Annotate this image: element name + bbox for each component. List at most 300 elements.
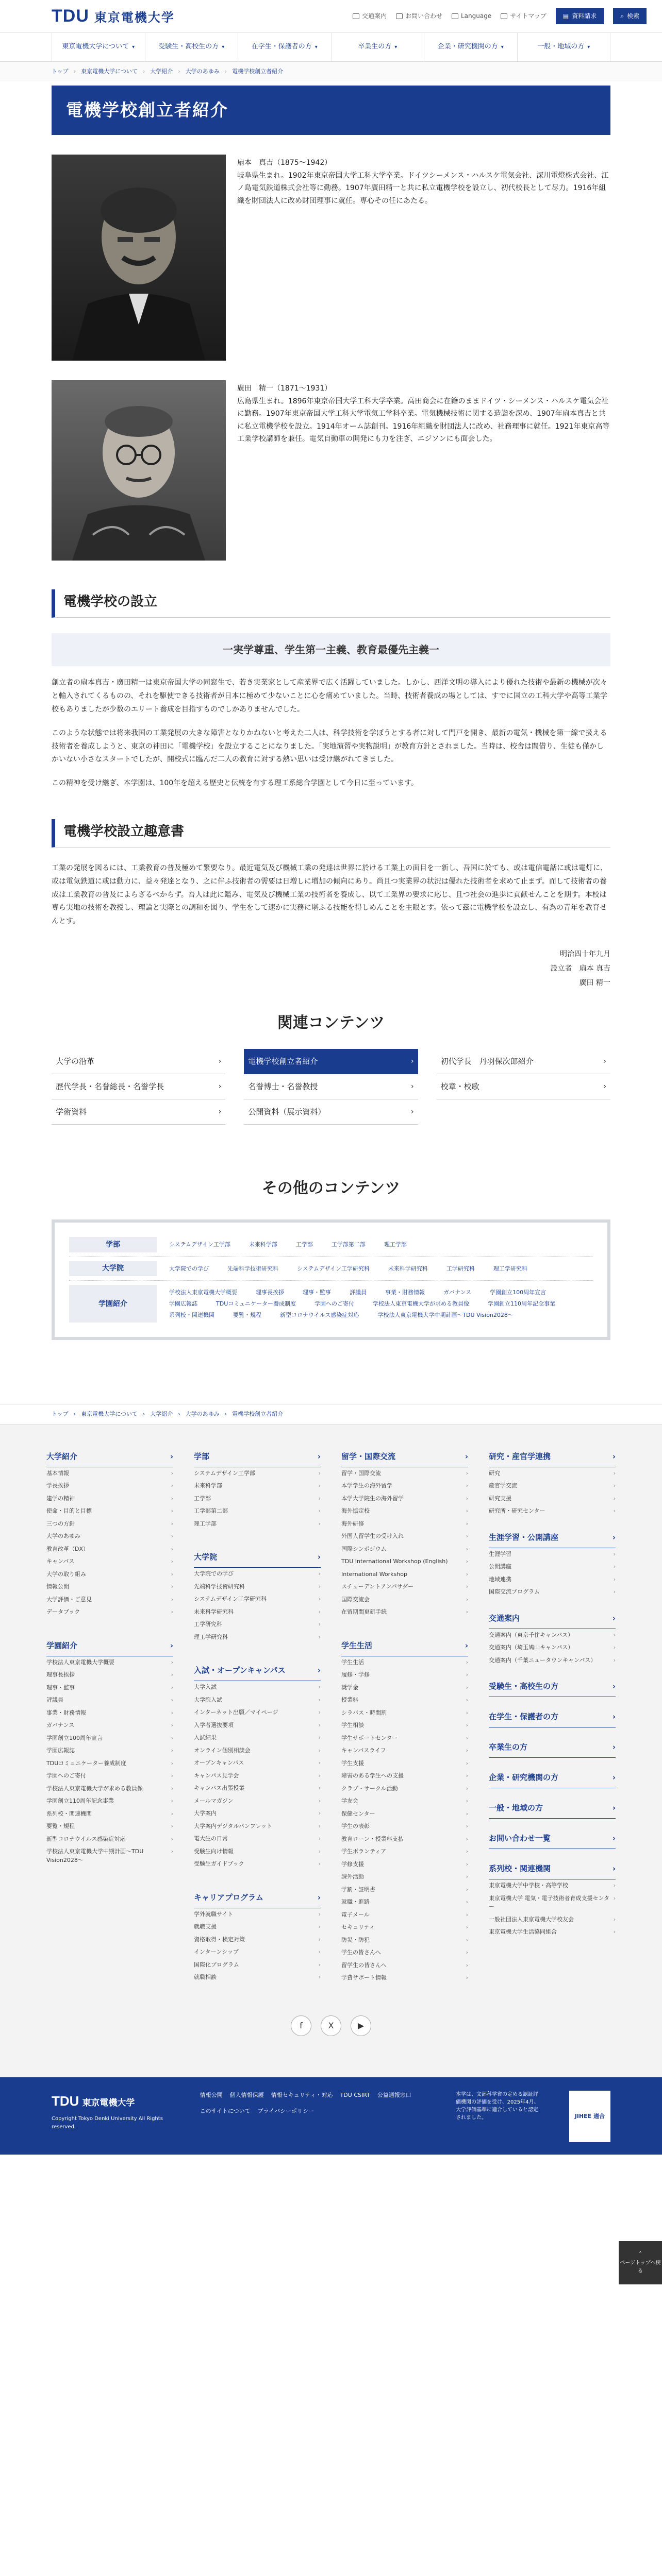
footer-link[interactable]: 入学者選抜要項 › (194, 1719, 321, 1732)
chevron-right-icon: › (466, 1596, 468, 1603)
breadcrumb-link[interactable]: 東京電機大学について (81, 68, 138, 75)
other-link[interactable]: システムデザイン工学研究科 (297, 1265, 370, 1272)
footer-link[interactable]: 学長挨拶 › (46, 1480, 173, 1493)
footer-link[interactable]: 事業・財務情報 › (46, 1707, 173, 1720)
chevron-right-icon: › (613, 1469, 616, 1477)
breadcrumb-current: 電機学校創立者紹介 (232, 68, 284, 75)
footer-section-heading[interactable]: 学生生活 › (341, 1639, 468, 1656)
footer-section-heading[interactable]: 受験生・高校生の方 › (489, 1680, 616, 1697)
footer-link[interactable]: 使命・目的と目標 › (46, 1505, 173, 1518)
nav-public[interactable]: 一般・地域の方 ▾ (517, 33, 611, 61)
other-link[interactable]: 工学部第二部 (331, 1241, 366, 1248)
footer-link[interactable]: 新型コロナウイルス感染症対応 › (46, 1833, 173, 1846)
other-link[interactable]: 学校法人東京電機大学概要 (169, 1289, 237, 1296)
chevron-right-icon: › (171, 1747, 173, 1754)
chevron-right-icon: › (466, 1570, 468, 1578)
other-link[interactable]: 事業・財務情報 (385, 1289, 425, 1296)
chevron-right-icon: › (318, 1495, 321, 1502)
footer-link[interactable]: 在留期間更新手続 › (341, 1606, 468, 1619)
footer-link[interactable]: 一般社団法人東京電機大学校友会 › (489, 1913, 616, 1926)
footer-section-heading[interactable]: 企業・研究機関の方 › (489, 1771, 616, 1788)
footer-link[interactable]: 工学部第二部 › (194, 1505, 321, 1518)
chevron-right-icon: › (613, 1928, 616, 1936)
bottom-link[interactable]: 情報セキュリティ・対応 (271, 2091, 333, 2098)
other-link[interactable]: 工学研究科 (446, 1265, 475, 1272)
footer-section-heading[interactable]: 学園紹介 › (46, 1639, 173, 1656)
other-link[interactable]: 要覧・規程 (233, 1311, 261, 1318)
chevron-right-icon: › (171, 1558, 173, 1565)
footer-link[interactable]: オンライン個別相談会 › (194, 1744, 321, 1757)
footer-link[interactable]: キャンパス出張授業 › (194, 1782, 321, 1795)
footer-link[interactable]: 学校法人東京電機大学概要 › (46, 1656, 173, 1669)
related-link[interactable]: 初代学長 丹羽保次郎紹介 › (437, 1049, 610, 1074)
footer-link[interactable]: システムデザイン工学研究科 › (194, 1593, 321, 1606)
chevron-right-icon: › (218, 1057, 222, 1066)
footer-link[interactable]: 教育改革（DX） › (46, 1543, 173, 1556)
paragraph: このような状態では将来我国の工業発展の大きな障害となりかねないと考えた二人は、科学技術を学ぼうとする者に対して門戸を開き、最新の電気・機械を第一線で扱える技術者を養成しようと、東京の神田に「電機学校」を設立することになりました。「実地演習や実物説明」が教育方針とされました。当時は、校舎は間借り、生徒も僅かしかいない小さなスタートでしたが、開校式に臨んだ二人の教育に対する熱い思いは受け継がれてきました。 (52, 728, 607, 764)
footer-link[interactable]: 学生の皆さんへ › (341, 1946, 468, 1959)
footer-link[interactable]: International Workshop › (341, 1568, 468, 1581)
footer-link[interactable]: 資格取得・検定対策 › (194, 1934, 321, 1946)
nav-students[interactable]: 在学生・保護者の方 ▾ (238, 33, 331, 61)
footer-link[interactable]: 三つの方針 › (46, 1518, 173, 1531)
other-row-links (157, 1285, 593, 1323)
footer-section-heading[interactable]: 研究・産官学連携 › (489, 1450, 616, 1467)
footer-link[interactable]: 理事長挨拶 › (46, 1669, 173, 1682)
footer-link[interactable]: 生涯学習 › (489, 1548, 616, 1561)
footer-link[interactable]: 本学大学院生の海外留学 › (341, 1493, 468, 1505)
chevron-right-icon: › (612, 1451, 616, 1461)
chevron-right-icon: › (466, 1911, 468, 1918)
chevron-right-icon: › (218, 1108, 222, 1116)
footer-link[interactable]: 保健センター › (341, 1808, 468, 1821)
footer-link[interactable]: 学園へのご寄付 › (46, 1770, 173, 1783)
breadcrumb-link[interactable]: トップ (52, 68, 69, 75)
footer-link[interactable]: 大学のあゆみ › (46, 1530, 173, 1543)
chevron-right-icon: › (171, 1608, 173, 1616)
site-logo[interactable] (52, 2, 175, 30)
other-link[interactable]: 学園創立100周年宣言 (490, 1289, 547, 1296)
chevron-right-icon: › (466, 1873, 468, 1880)
footer-link[interactable]: 留学・国際交流 › (341, 1467, 468, 1480)
chevron-right-icon: › (612, 1532, 616, 1542)
util-link-language[interactable]: Language (452, 11, 491, 21)
footer-section-heading[interactable]: 大学紹介 › (46, 1450, 173, 1467)
chevron-right-icon: › (318, 1772, 321, 1779)
footer-link[interactable]: 学修支援 › (341, 1858, 468, 1871)
chevron-right-icon: › (603, 1082, 606, 1091)
chevron-right-icon: › (318, 1785, 321, 1792)
chevron-right-icon: › (318, 1596, 321, 1603)
footer-link[interactable]: 海外研修 › (341, 1518, 468, 1531)
other-link[interactable]: 系列校・関連機関 (169, 1311, 214, 1318)
page-top-button[interactable]: ⌃ ページトップへ戻る (619, 2241, 662, 2284)
chevron-right-icon: › (170, 1640, 173, 1650)
footer-section-heading[interactable]: 大学院 › (194, 1551, 321, 1568)
footer-section-heading[interactable]: 在学生・保護者の方 › (489, 1710, 616, 1727)
chevron-right-icon: › (171, 1772, 173, 1780)
footer-link[interactable]: 交通案内（東京千住キャンパス） › (489, 1629, 616, 1642)
footer-link[interactable]: 就職・進路 › (341, 1896, 468, 1909)
chevron-right-icon: › (318, 1709, 321, 1716)
chevron-down-icon: ▾ (315, 44, 318, 50)
footer-link[interactable]: 受験生向け情報 › (194, 1845, 321, 1858)
chevron-right-icon: › (613, 1894, 616, 1902)
footer-link[interactable]: 東京電機大学生活協同組合 › (489, 1926, 616, 1939)
util-link-access[interactable]: 交通案内 (353, 11, 387, 21)
footer-link[interactable]: 工学部 › (194, 1493, 321, 1505)
other-link[interactable]: 大学院での学び (169, 1265, 209, 1272)
founder-bio: 岐阜県生まれ。1902年東京帝国大学工科大学卒業。ドイツシーメンス・ハルスケ電気会社、深川電燈株式会社、江ノ島電気鉄道株式会社等に勤務。1907年廣田精一と共に私立電機学校を設立し、初代校長として尽力。1916年組織を財団法人に改め財団理事に就任。専心その任にあたる。 (237, 171, 609, 205)
other-link[interactable]: 学校法人東京電機大学が求める教員像 (373, 1300, 470, 1308)
search-icon: ⌕ (620, 12, 624, 20)
related-link[interactable]: 大学の沿革 › (52, 1049, 225, 1074)
chevron-right-icon: › (171, 1734, 173, 1741)
footer-section-heading[interactable]: 留学・国際交流 › (341, 1450, 468, 1467)
chevron-right-icon: › (411, 1082, 414, 1091)
nav-alumni[interactable]: 卒業生の方 ▾ (331, 33, 424, 61)
chevron-right-icon: › (317, 1892, 321, 1902)
related-link-current[interactable]: 電機学校創立者紹介 › (244, 1049, 418, 1074)
bottom-link[interactable]: TDU CSIRT (340, 2091, 370, 2098)
footer-link[interactable]: 要覧・規程 › (46, 1820, 173, 1833)
footer-link[interactable]: 大学の取り組み › (46, 1568, 173, 1581)
chevron-right-icon: › (466, 1533, 468, 1540)
other-link[interactable]: 工学部 (295, 1241, 313, 1248)
footer-link[interactable]: 学生相談 › (341, 1719, 468, 1732)
util-link-sitemap[interactable]: サイトマップ (501, 11, 547, 21)
footer-section-heading[interactable]: 交通案内 › (489, 1612, 616, 1629)
chevron-right-icon: › (318, 1822, 321, 1829)
global-nav (0, 33, 662, 62)
chevron-right-icon: › (171, 1596, 173, 1603)
footer-link[interactable]: TDUコミュニケーター養成制度 › (46, 1757, 173, 1770)
other-row-label: 学園紹介 (69, 1285, 157, 1323)
footer-link[interactable]: 国際交流プログラム › (489, 1586, 616, 1599)
footer-link[interactable]: 先端科学技術研究科 › (194, 1581, 321, 1594)
x-icon[interactable]: X (321, 2015, 341, 2036)
footer-link[interactable]: 学園創立100周年宣言 › (46, 1732, 173, 1745)
other-link[interactable]: 未来科学部 (249, 1241, 277, 1248)
footer-section-heading[interactable]: 卒業生の方 › (489, 1741, 616, 1758)
logo-mark: TDU (52, 6, 89, 26)
footer-section-heading[interactable]: キャリアプログラム › (194, 1891, 321, 1908)
chevron-down-icon: ▾ (132, 44, 135, 50)
footer-section-heading[interactable]: 生涯学習・公開講座 › (489, 1531, 616, 1548)
footer-link[interactable]: 学園創立110周年記念事業 › (46, 1795, 173, 1808)
footer-link[interactable]: 就職相談 › (194, 1971, 321, 1984)
footer-link[interactable]: インターネット出願／マイページ › (194, 1706, 321, 1719)
other-link[interactable]: 学校法人東京電機大学中期計画〜TDU Vision2028〜 (377, 1311, 514, 1318)
footer-link[interactable]: 履修・学修 › (341, 1669, 468, 1682)
breadcrumb-link[interactable]: 大学紹介 (150, 1411, 173, 1418)
other-link[interactable]: 理工学部 (384, 1241, 407, 1248)
chevron-right-icon: › (466, 1798, 468, 1805)
footer-link[interactable]: 学外就職サイト › (194, 1908, 321, 1921)
footer-link[interactable]: 海外協定校 › (341, 1505, 468, 1518)
chevron-right-icon: › (411, 1057, 414, 1066)
related-link[interactable]: 公開資料（展示資料） › (244, 1099, 418, 1125)
bottom-link[interactable]: プライバシーポリシー (257, 2108, 315, 2115)
other-heading: その他のコンテンツ (261, 1179, 401, 1198)
nav-companies[interactable]: 企業・研究機関の方 ▾ (424, 33, 517, 61)
related-link[interactable]: 名誉博士・名誉教授 › (244, 1074, 418, 1099)
footer-link[interactable]: 交通案内（千葉ニュータウンキャンパス） › (489, 1654, 616, 1667)
footer-link[interactable]: 交通案内（埼玉鳩山キャンパス） › (489, 1641, 616, 1654)
footer-link[interactable]: インターンシップ › (194, 1946, 321, 1959)
footer-section-heading[interactable]: 一般・地域の方 › (489, 1802, 616, 1819)
chevron-right-icon: › (171, 1583, 173, 1590)
bottom-link[interactable]: このサイトについて (200, 2108, 251, 2115)
footer-link[interactable]: 奨学金 › (341, 1682, 468, 1694)
other-link[interactable]: 理事・監事 (303, 1289, 331, 1296)
footer-link[interactable]: 大学案内デジタルパンフレット › (194, 1820, 321, 1833)
footer-link[interactable]: 理事・監事 › (46, 1682, 173, 1694)
footer-link[interactable]: セキュリティ › (341, 1921, 468, 1934)
footer-link[interactable]: 学生ボランティア › (341, 1845, 468, 1858)
other-link[interactable]: TDUコミュニケーター養成制度 (216, 1300, 296, 1308)
footer-link[interactable]: 電大生の日常 › (194, 1833, 321, 1845)
document-icon: ▤ (562, 12, 569, 20)
founder-name: 廣田 精一（1871〜1931） (237, 384, 332, 393)
chevron-right-icon: › (603, 1057, 606, 1066)
footer-link[interactable]: 課外活動 › (341, 1871, 468, 1884)
footer-link[interactable]: キャンパスライフ › (341, 1744, 468, 1757)
footer-link[interactable]: 産官学交流 › (489, 1480, 616, 1493)
footer-link[interactable]: 未来科学研究科 › (194, 1606, 321, 1619)
footer-link[interactable]: 国際化プログラム › (194, 1959, 321, 1972)
footer-link[interactable]: 学生の表彰 › (341, 1820, 468, 1833)
chevron-right-icon: › (613, 1656, 616, 1664)
footer-link[interactable]: 情報公開 › (46, 1581, 173, 1594)
footer-link[interactable]: データブック › (46, 1606, 173, 1619)
footer-link[interactable]: 留学生の皆さんへ › (341, 1959, 468, 1972)
footer-link[interactable]: 障害のある学生への支援 › (341, 1770, 468, 1783)
chevron-right-icon: › (466, 1747, 468, 1754)
footer-section-heading[interactable]: 入試・オープンキャンパス › (194, 1664, 321, 1681)
chevron-right-icon: › (613, 1575, 616, 1583)
chevron-down-icon: ▾ (587, 44, 590, 50)
footer-link[interactable]: 受験生ガイドブック › (194, 1858, 321, 1871)
breadcrumb-link[interactable]: 大学のあゆみ (185, 1411, 220, 1418)
footer-link[interactable]: 就職支援 › (194, 1921, 321, 1934)
footer-link[interactable]: 防災・防犯 › (341, 1934, 468, 1947)
footer-link[interactable]: 授業料 › (341, 1694, 468, 1707)
bottom-link[interactable]: 個人情報保護 (229, 2091, 264, 2098)
footer-link[interactable]: 大学院での学び › (194, 1568, 321, 1581)
chevron-right-icon: › (171, 1785, 173, 1792)
other-link[interactable]: システムデザイン工学部 (169, 1241, 230, 1248)
accreditation-badge: JIHEE 適合 (569, 2091, 610, 2142)
other-link[interactable]: 理工学研究科 (493, 1265, 527, 1272)
footer-link[interactable]: 基本情報 › (46, 1467, 173, 1480)
other-link[interactable]: 新型コロナウイルス感染症対応 (280, 1311, 359, 1318)
chevron-right-icon: › (318, 1684, 321, 1691)
footer-link[interactable]: 研究 › (489, 1467, 616, 1480)
footer-link[interactable]: 学費サポート情報 › (341, 1972, 468, 1985)
other-link[interactable]: 先端科学技術研究科 (227, 1265, 278, 1272)
chevron-right-icon: › (466, 1860, 468, 1868)
footer-link[interactable]: 研究所・研究センター › (489, 1505, 616, 1518)
footer-section-heading[interactable]: 学部 › (194, 1450, 321, 1467)
chevron-right-icon: › (466, 1722, 468, 1729)
footer-link[interactable]: 理工学部 › (194, 1518, 321, 1531)
chevron-right-icon: › (466, 1583, 468, 1590)
footer-link[interactable]: 研究支援 › (489, 1493, 616, 1505)
other-link[interactable]: 学園広報誌 (169, 1300, 197, 1308)
chevron-right-icon: › (171, 1545, 173, 1552)
footer-link[interactable]: 学友会 › (341, 1795, 468, 1808)
nav-about[interactable]: 東京電機大学について ▾ (52, 33, 145, 61)
bottom-link[interactable]: 情報公開 (200, 2091, 223, 2098)
chevron-right-icon: › (171, 1469, 173, 1477)
prospectus-text: 工業の発展を図るには、工業教育の普及極めて緊要なり。最近電気及び機械工業の発達は世界に於ける工業上の面目を一新し、吾国に於ても、或は電信電話に或は電灯に、或は電気鉄道に或は動力に、益々発達となり、之に伴ふ技術者の需要は日増しに増加の傾向にあり。尚且つ実業界の状況は優れた技術者を求めて止まず。而して技術者の養成は工業教育の普及によらざるべからず。吾人は此に鑑み、電気及び機械工業の技術者を養成し、以て工業界の要求に応じ、且つ社会の進歩に貢献せんことを期す。本校は専ら実地の技術を教授し、理論と実際との調和を図り、学生をして速かに実務に堪ふる技能を得しめんことを主眼とす。依って茲に電機学校を設立し、有為の青年を教育せんとす。 (52, 863, 607, 926)
other-link[interactable]: 評議員 (350, 1289, 367, 1296)
other-contents (52, 1219, 610, 1340)
footer-link[interactable]: 公開講座 › (489, 1561, 616, 1573)
other-row-label: 学部 (69, 1237, 157, 1252)
footer-link[interactable]: 国際シンポジウム › (341, 1543, 468, 1556)
footer-link[interactable]: TDU International Workshop (English) › (341, 1555, 468, 1568)
footer-link[interactable]: 電子メール › (341, 1909, 468, 1922)
footer-link[interactable]: 地域連携 › (489, 1573, 616, 1586)
site-header (0, 0, 662, 81)
map-icon (353, 13, 359, 19)
related-links (52, 1049, 610, 1125)
footer-link[interactable]: 国際交流会 › (341, 1594, 468, 1606)
footer-link[interactable]: スチューデントアンバサダー › (341, 1581, 468, 1594)
footer-link[interactable]: 大学院入試 › (194, 1694, 321, 1707)
footer-link[interactable]: 学割・証明書 › (341, 1884, 468, 1896)
footer-column (46, 1450, 173, 1985)
footer-link[interactable]: 大学評価・ご意見 › (46, 1594, 173, 1606)
footer-link[interactable]: 教育ローン・授業料支払 › (341, 1833, 468, 1846)
footer-link[interactable]: 評議員 › (46, 1694, 173, 1707)
chevron-right-icon: › (465, 1451, 468, 1461)
chevron-right-icon: › (466, 1924, 468, 1931)
footer-link[interactable]: キャンパス › (46, 1555, 173, 1568)
other-link[interactable]: ガバナンス (443, 1289, 472, 1296)
footer-link[interactable]: 学校法人東京電機大学が求める教員像 › (46, 1783, 173, 1795)
request-button[interactable]: ▤ 資料請求 (556, 8, 604, 24)
footer-link[interactable]: 建学の精神 › (46, 1493, 173, 1505)
chevron-right-icon: › (466, 1810, 468, 1817)
footer-link[interactable]: 未来科学部 › (194, 1480, 321, 1493)
copyright: Copyright Tokyo Denki University All Rights reserved. (52, 2116, 163, 2130)
chevron-right-icon: › (171, 1709, 173, 1716)
prospectus-date: 明治四十年九月 (560, 950, 610, 959)
footer-section-heading[interactable]: お問い合わせ一覧 › (489, 1832, 616, 1849)
footer-link[interactable]: シラバス・時間割 › (341, 1707, 468, 1720)
footer-link[interactable]: クラブ・サークル活動 › (341, 1783, 468, 1795)
related-heading: 関連コンテンツ (277, 1014, 385, 1032)
chevron-right-icon: › (318, 1860, 321, 1868)
chevron-right-icon: › (466, 1658, 468, 1666)
chevron-right-icon: › (613, 1631, 616, 1638)
footer-link[interactable]: 外国人留学生の受け入れ › (341, 1530, 468, 1543)
footer-link[interactable]: 大学入試 › (194, 1681, 321, 1694)
facebook-icon[interactable]: f (291, 2015, 311, 2036)
footer-link[interactable]: 東京電機大学 電気・電子技術者育成支援センター › (489, 1892, 616, 1913)
other-row-label: 大学院 (69, 1261, 157, 1277)
chevron-right-icon: › (318, 1961, 321, 1968)
related-link[interactable]: 学術資料 › (52, 1099, 225, 1125)
footer-link[interactable]: 系列校・関連機関 › (46, 1808, 173, 1821)
footer-logo[interactable]: TDU 東京電機大学 (52, 2093, 135, 2109)
founder-bio: 広島県生まれ。1896年東京帝国大学工科大学卒業。高田商会に在籍のままドイツ・シーメンス・ハルスケ電気会社に勤務。1907年東京帝国大学工科大学電気工学科卒業。電気機械技術に関する造詣を深め、1907年扇本真吉と共に私立電機学校を設立。1914年オーム誌創刊。1916年組織を財団法人に改め、社務理事に就任。1921年東京高等工業学校講師を兼任。電気自動車の開発にも力を注ぎ、エジソンにも面会した。 (237, 397, 610, 444)
footer-link[interactable]: キャンパス見学会 › (194, 1770, 321, 1783)
chevron-right-icon: › (318, 1835, 321, 1842)
footer-link[interactable]: 本学学生の海外留学 › (341, 1480, 468, 1493)
page-title: 電機学校創立者紹介 (52, 86, 610, 135)
breadcrumb-link[interactable]: 大学のあゆみ (185, 68, 220, 75)
bottom-link[interactable]: 公益通報窓口 (377, 2091, 411, 2098)
footer-link[interactable]: 学生支援 › (341, 1757, 468, 1770)
accreditation-note: 本学は、文部科学省の定める認証評価機関の評価を受け、2025年4月、大学評価基準に適合していると認定されました。 (456, 2091, 539, 2121)
other-link[interactable]: 理事長挨拶 (256, 1289, 284, 1296)
related-link[interactable]: 校章・校歌 › (437, 1074, 610, 1099)
search-button[interactable]: ⌕ 検索 (613, 8, 647, 24)
nav-applicants[interactable]: 受験生・高校生の方 ▾ (145, 33, 238, 61)
chevron-down-icon: ▾ (394, 44, 398, 50)
footer-link[interactable]: オープンキャンパス › (194, 1757, 321, 1770)
chevron-right-icon: › (171, 1848, 173, 1855)
other-link[interactable]: 学園創立110周年記念事業 (488, 1300, 556, 1308)
chevron-right-icon: › (318, 1948, 321, 1956)
breadcrumb-link[interactable]: トップ (52, 1411, 69, 1418)
chevron-right-icon: › (171, 1697, 173, 1704)
chevron-right-icon: › (171, 1722, 173, 1729)
chevron-right-icon: › (466, 1545, 468, 1552)
breadcrumb-link[interactable]: 大学紹介 (150, 68, 173, 75)
chevron-right-icon: › (318, 1910, 321, 1918)
header-top (0, 0, 662, 33)
footer-link[interactable]: 学校法人東京電機大学中期計画〜TDU Vision2028〜 › (46, 1845, 173, 1867)
founder-name: 扇本 真吉（1875〜1942） (237, 159, 332, 167)
footer-link[interactable]: メールマガジン › (194, 1795, 321, 1808)
footer-link[interactable]: システムデザイン工学部 › (194, 1467, 321, 1480)
other-link[interactable]: 未来科学研究科 (388, 1265, 428, 1272)
footer-link[interactable]: 大学案内 › (194, 1807, 321, 1820)
footer-link[interactable]: 理工学研究科 › (194, 1631, 321, 1644)
chevron-right-icon: › (171, 1823, 173, 1830)
chevron-right-icon: › (171, 1570, 173, 1578)
youtube-icon[interactable]: ▶ (351, 2015, 371, 2036)
chevron-right-icon: › (318, 1570, 321, 1578)
footer-link[interactable]: 学生サポートセンター › (341, 1732, 468, 1745)
chevron-right-icon: › (466, 1899, 468, 1906)
breadcrumb-link[interactable]: 東京電機大学について (81, 1411, 138, 1418)
other-row (69, 1281, 593, 1327)
chevron-right-icon: › (318, 1848, 321, 1855)
related-link[interactable]: 歴代学長・名誉総長・名誉学長 › (52, 1074, 225, 1099)
footer-link[interactable]: 学園広報誌 › (46, 1744, 173, 1757)
chevron-right-icon: › (171, 1507, 173, 1515)
chevron-right-icon: › (318, 1936, 321, 1943)
footer-link[interactable]: 入試結果 › (194, 1732, 321, 1744)
footer-section-heading[interactable]: 系列校・関連機関 › (489, 1862, 616, 1879)
footer-link[interactable]: 工学研究科 › (194, 1618, 321, 1631)
chevron-right-icon: › (613, 1507, 616, 1515)
signer-name: 設立者 扇本 真吉 (550, 964, 610, 973)
util-link-contact[interactable]: お問い合わせ (396, 11, 442, 21)
footer-link[interactable]: 東京電機大学中学校・高等学校 › (489, 1879, 616, 1892)
other-row-links (157, 1237, 593, 1252)
footer-link[interactable]: ガバナンス › (46, 1719, 173, 1732)
footer-link[interactable]: 学生生活 › (341, 1656, 468, 1669)
other-link[interactable]: 学園へのご寄付 (315, 1300, 355, 1308)
chevron-right-icon: › (171, 1495, 173, 1502)
